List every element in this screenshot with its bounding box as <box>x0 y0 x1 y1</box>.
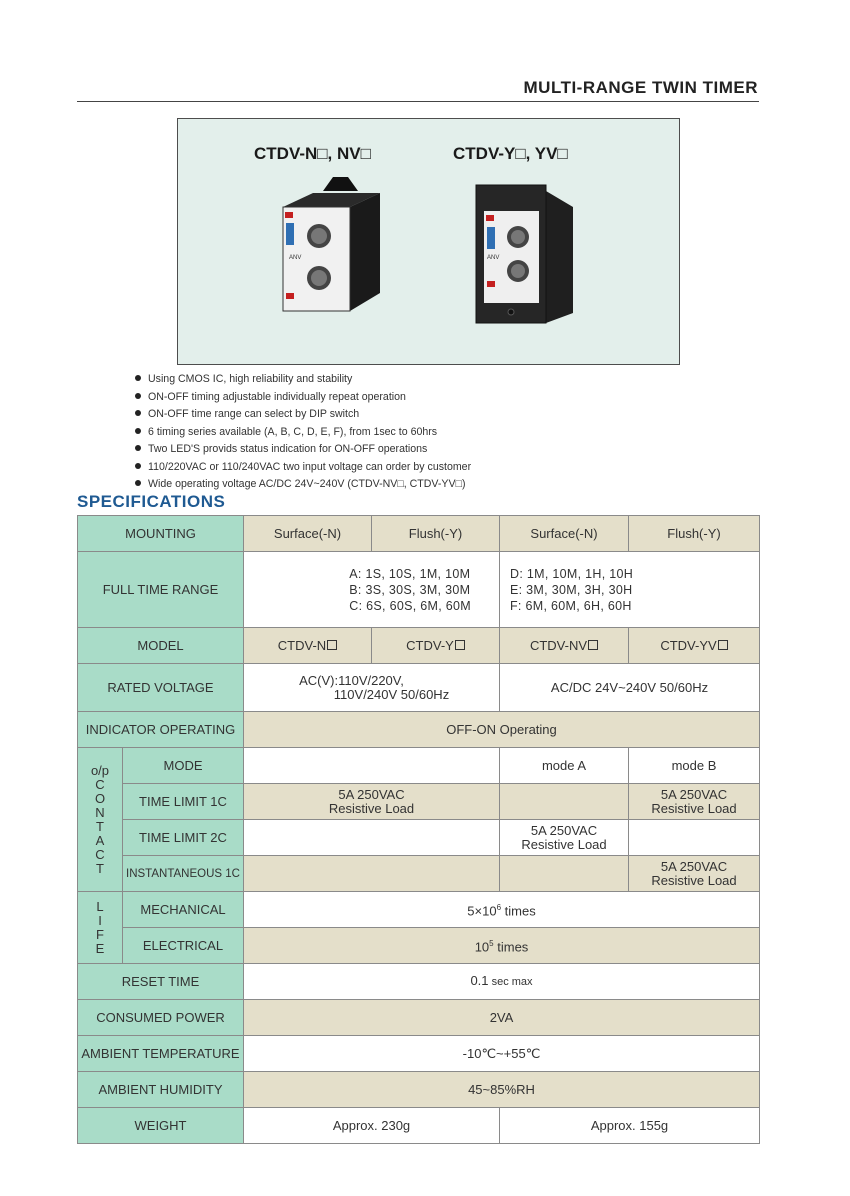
electrical-value: $10^5$ times <box>244 928 760 964</box>
blank-box-icon <box>588 640 598 650</box>
blank-box-icon <box>718 640 728 650</box>
consumed-power-label: CONSUMED POWER <box>78 1000 244 1036</box>
model-label: MODEL <box>78 628 244 664</box>
empty-cell <box>500 856 629 892</box>
product-photo <box>177 118 680 365</box>
model-value: CTDV-Y <box>372 628 500 664</box>
row-reset-time <box>78 964 760 1000</box>
bullet-icon <box>135 463 141 469</box>
row-ambient-temperature <box>78 1036 760 1072</box>
time-limit-1c-rating: 5A 250VAC Resistive Load <box>244 784 500 820</box>
mode-empty <box>244 748 500 784</box>
mode-b: mode B <box>629 748 760 784</box>
empty-cell <box>629 820 760 856</box>
bullet-icon <box>135 428 141 434</box>
bullet-icon <box>135 410 141 416</box>
feature-item: 110/220VAC or 110/240VAC two input voltage can order by customer <box>135 459 471 477</box>
life-group-label: L I F E <box>78 892 123 964</box>
feature-item: 6 timing series available (A, B, C, D, E, F), from 1sec to 60hrs <box>135 424 471 442</box>
empty-cell <box>244 820 500 856</box>
feature-item: Using CMOS IC, high reliability and stability <box>135 371 471 389</box>
model-value: CTDV-YV <box>629 628 760 664</box>
row-mechanical <box>78 892 760 928</box>
spec-table <box>77 515 760 1144</box>
feature-list <box>135 371 471 494</box>
feature-item: ON-OFF time range can select by DIP switch <box>135 406 471 424</box>
ambient-temperature-value: -10℃~+55℃ <box>244 1036 760 1072</box>
feature-item: Two LED'S provids status indication for ON-OFF operations <box>135 441 471 459</box>
reset-time-label: RESET TIME <box>78 964 244 1000</box>
row-instantaneous-1c <box>78 856 760 892</box>
weight-value: Approx. 155g <box>500 1108 760 1144</box>
mounting-value: Flush(-Y) <box>629 516 760 552</box>
bullet-icon <box>135 480 141 486</box>
full-time-range-label: FULL TIME RANGE <box>78 552 244 628</box>
row-ambient-humidity <box>78 1072 760 1108</box>
row-mode <box>78 748 760 784</box>
model-value: CTDV-NV <box>500 628 629 664</box>
ambient-humidity-label: AMBIENT HUMIDITY <box>78 1072 244 1108</box>
row-model <box>78 628 760 664</box>
mounting-value: Flush(-Y) <box>372 516 500 552</box>
mode-a: mode A <box>500 748 629 784</box>
mounting-value: Surface(-N) <box>244 516 372 552</box>
svg-text:ANV: ANV <box>289 255 302 261</box>
bullet-icon <box>135 393 141 399</box>
feature-item: ON-OFF timing adjustable individually repeat operation <box>135 389 471 407</box>
surface-timer-image <box>283 177 380 311</box>
rated-voltage-acdc: AC/DC 24V~240V 50/60Hz <box>500 664 760 712</box>
specifications-heading: SPECIFICATIONS <box>77 492 226 511</box>
model-value: CTDV-N <box>244 628 372 664</box>
blank-box-icon <box>455 640 465 650</box>
ambient-temperature-label: AMBIENT TEMPERATURE <box>78 1036 244 1072</box>
rated-voltage-label: RATED VOLTAGE <box>78 664 244 712</box>
instantaneous-1c-label: INSTANTANEOUS 1C <box>123 856 244 892</box>
row-consumed-power <box>78 1000 760 1036</box>
page-title: MULTI-RANGE TWIN TIMER <box>523 78 758 97</box>
blank-box-icon <box>327 640 337 650</box>
time-limit-2c-label: TIME LIMIT 2C <box>123 820 244 856</box>
timer-illustration <box>178 119 680 365</box>
instantaneous-1c-rating: 5A 250VAC Resistive Load <box>629 856 760 892</box>
indicator-value: OFF-ON Operating <box>244 712 760 748</box>
row-full-time-range <box>78 552 760 628</box>
row-weight <box>78 1108 760 1144</box>
time-limit-1c-label: TIME LIMIT 1C <box>123 784 244 820</box>
weight-value: Approx. 230g <box>244 1108 500 1144</box>
time-limit-2c-rating: 5A 250VAC Resistive Load <box>500 820 629 856</box>
reset-time-value: 0.1 sec max <box>244 964 760 1000</box>
svg-text:ANV: ANV <box>487 255 500 261</box>
row-time-limit-2c <box>78 820 760 856</box>
right-model-label: CTDV-Y□, YV□ <box>453 144 568 163</box>
electrical-label: ELECTRICAL <box>123 928 244 964</box>
mechanical-value: $5\times 10^6$ times <box>244 892 760 928</box>
time-limit-1c-rating-b: 5A 250VAC Resistive Load <box>629 784 760 820</box>
left-model-label: CTDV-N□, NV□ <box>254 144 371 163</box>
row-mounting <box>78 516 760 552</box>
time-range-left: A: 1S, 10S, 1M, 10M B: 3S, 30S, 3M, 30M C: 6S, 60S, 6M, 60M <box>244 552 500 628</box>
mounting-label: MOUNTING <box>78 516 244 552</box>
time-range-right: D: 1M, 10M, 1H, 10H E: 3M, 30M, 3H, 30H F: 6M, 60M, 6H, 60H <box>500 552 760 628</box>
row-indicator <box>78 712 760 748</box>
header-divider <box>77 101 759 102</box>
mechanical-label: MECHANICAL <box>123 892 244 928</box>
row-rated-voltage <box>78 664 760 712</box>
indicator-label: INDICATOR OPERATING <box>78 712 244 748</box>
empty-cell <box>500 784 629 820</box>
consumed-power-value: 2VA <box>244 1000 760 1036</box>
weight-label: WEIGHT <box>78 1108 244 1144</box>
empty-cell <box>244 856 500 892</box>
mode-label: MODE <box>123 748 244 784</box>
contact-group-label: o/p C O N T A C T <box>78 748 123 892</box>
rated-voltage-ac: AC(V):110V/220V, 110V/240V 50/60Hz <box>244 664 500 712</box>
bullet-icon <box>135 445 141 451</box>
bullet-icon <box>135 375 141 381</box>
feature-item: Wide operating voltage AC/DC 24V~240V (CTDV-NV□, CTDV-YV□) <box>135 476 471 494</box>
row-time-limit-1c <box>78 784 760 820</box>
flush-timer-image <box>476 185 573 323</box>
row-electrical <box>78 928 760 964</box>
ambient-humidity-value: 45~85%RH <box>244 1072 760 1108</box>
mounting-value: Surface(-N) <box>500 516 629 552</box>
